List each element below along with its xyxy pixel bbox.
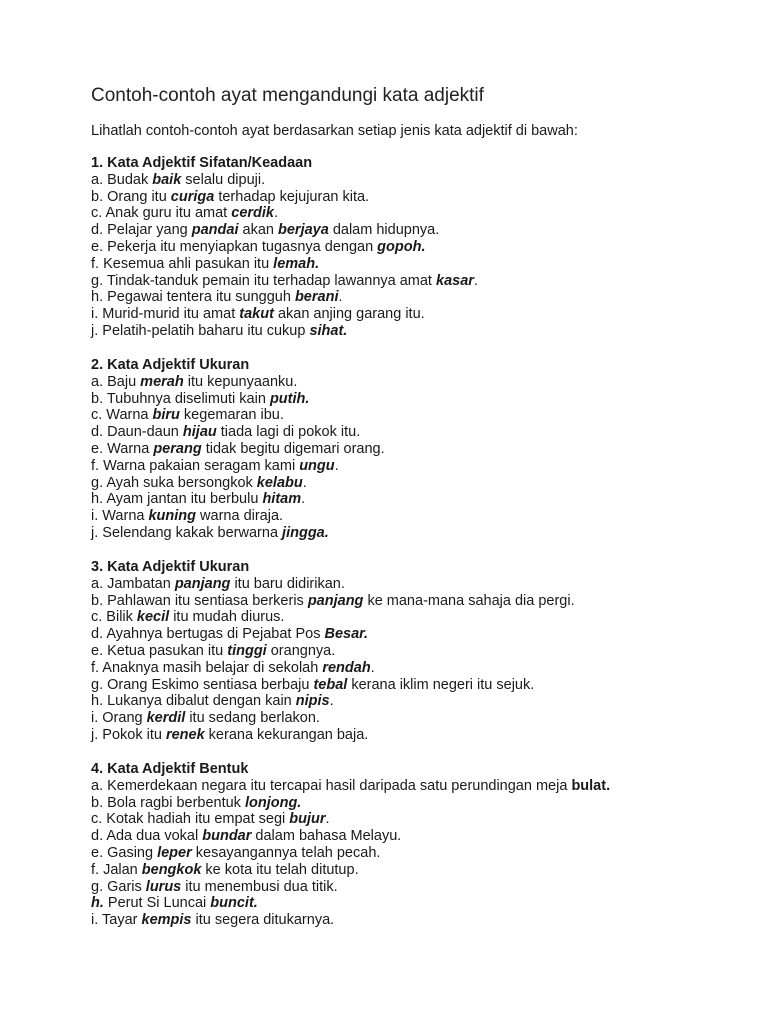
- sentence-item: [91, 912, 610, 929]
- sentence-item: [91, 811, 610, 828]
- intro-text: Lihatlah contoh-contoh ayat berdasarkan setiap jenis kata adjektif di bawah:: [91, 123, 578, 139]
- adjective-keyword: buncit.: [210, 895, 258, 912]
- sentence-text: akan: [238, 222, 278, 239]
- adjective-keyword: nipis: [295, 693, 330, 710]
- sentence-text: itu baru didirikan.: [230, 575, 345, 592]
- sentence-item: [91, 879, 610, 896]
- sentence-text: kerana iklim negeri itu sejuk.: [347, 676, 535, 693]
- adjective-keyword: kelabu: [256, 474, 303, 491]
- adjective-keyword: tebal: [313, 676, 348, 693]
- sentence-text: b. Bola ragbi berbentuk: [91, 794, 245, 811]
- sentence-item: [91, 458, 385, 475]
- section-heading: 3. Kata Adjektif Ukuran: [91, 559, 250, 575]
- section-3: [91, 559, 575, 744]
- sentence-text: .: [301, 491, 306, 508]
- adjective-keyword: hitam: [262, 491, 302, 508]
- adjective-keyword: kasar: [436, 272, 474, 289]
- sentence-text: .: [338, 289, 343, 306]
- sentence-text: ke kota itu telah ditutup.: [201, 861, 359, 878]
- sentence-item: [91, 828, 610, 845]
- sentence-item: [91, 256, 478, 273]
- sentence-item: [91, 525, 385, 542]
- sentence-item: [91, 189, 478, 206]
- sentence-item: [91, 222, 478, 239]
- sentence-text: selalu dipuji.: [181, 171, 266, 188]
- sentence-item: [91, 475, 385, 492]
- sentence-item: [91, 660, 575, 677]
- adjective-keyword: gopoh.: [377, 238, 426, 255]
- sentence-list: [91, 374, 385, 542]
- sentence-text: .: [325, 811, 330, 828]
- sentence-list: [91, 576, 575, 744]
- sentence-text: .: [334, 457, 339, 474]
- adjective-keyword: rendah: [322, 659, 371, 676]
- sentence-text: e. Ketua pasukan itu: [91, 642, 228, 659]
- sentence-text: a. Jambatan: [91, 575, 175, 592]
- sentence-text: itu mudah diurus.: [169, 609, 285, 626]
- sentence-text: orangnya.: [266, 642, 336, 659]
- sentence-text: e. Gasing: [91, 844, 158, 861]
- adjective-keyword: pandai: [191, 222, 239, 239]
- sentence-text: warna diraja.: [196, 508, 284, 525]
- adjective-keyword: berjaya: [278, 222, 329, 239]
- adjective-keyword: hijau: [182, 424, 217, 441]
- sentence-item: [91, 845, 610, 862]
- adjective-keyword: berani: [294, 289, 339, 306]
- sentence-item: [91, 205, 478, 222]
- sentence-text: h. Lukanya dibalut dengan kain: [91, 693, 296, 710]
- sentence-text: akan anjing garang itu.: [273, 306, 425, 323]
- sentence-text: tidak begitu digemari orang.: [201, 440, 385, 457]
- sentence-text: kesayangannya telah pecah.: [191, 844, 381, 861]
- adjective-keyword: lurus: [145, 878, 182, 895]
- sentence-item: [91, 374, 385, 391]
- adjective-keyword: Besar.: [324, 626, 369, 643]
- adjective-keyword: jingga.: [282, 524, 329, 541]
- section-1: [91, 155, 478, 340]
- sentence-text: e. Pekerja itu menyiapkan tugasnya dengan: [91, 238, 378, 255]
- adjective-keyword: panjang: [307, 592, 364, 609]
- adjective-keyword: lemah.: [273, 255, 320, 272]
- adjective-keyword: tinggi: [227, 642, 267, 659]
- adjective-keyword: bulat.: [571, 777, 611, 794]
- section-heading: 2. Kata Adjektif Ukuran: [91, 357, 250, 373]
- adjective-keyword: bundar: [202, 828, 252, 845]
- adjective-keyword: kerdil: [146, 710, 186, 727]
- sentence-list: [91, 172, 478, 340]
- adjective-keyword: bengkok: [141, 861, 202, 878]
- page-title: Contoh-contoh ayat mengandungi kata adjektif: [91, 85, 484, 106]
- sentence-text: itu sedang berlakon.: [185, 710, 320, 727]
- sentence-item: [91, 593, 575, 610]
- sentence-text: .: [370, 659, 375, 676]
- sentence-item: [91, 289, 478, 306]
- sentence-text: f. Kesemua ahli pasukan itu: [91, 255, 274, 272]
- sentence-item: [91, 609, 575, 626]
- sentence-text: a. Budak: [91, 171, 153, 188]
- sentence-text: b. Pahlawan itu sentiasa berkeris: [91, 592, 308, 609]
- sentence-item: [91, 576, 575, 593]
- sentence-text: g. Garis: [91, 878, 146, 895]
- sentence-text: dalam hidupnya.: [328, 222, 440, 239]
- sentence-text: b. Orang itu: [91, 188, 171, 205]
- sentence-item: [91, 643, 575, 660]
- sentence-item: [91, 441, 385, 458]
- sentence-item: [91, 273, 478, 290]
- adjective-keyword: curiga: [170, 188, 215, 205]
- sentence-text: d. Ayahnya bertugas di Pejabat Pos: [91, 626, 325, 643]
- sentence-item: [91, 693, 575, 710]
- sentence-text: kerana kekurangan baja.: [204, 726, 369, 743]
- sentence-item: [91, 323, 478, 340]
- sentence-text: c. Bilik: [91, 609, 137, 626]
- adjective-keyword: putih.: [269, 390, 310, 407]
- section-2: [91, 357, 385, 542]
- sentence-text: j. Pokok itu: [91, 726, 166, 743]
- sentence-item: [91, 862, 610, 879]
- sentence-item: [91, 424, 385, 441]
- adjective-keyword: kempis: [141, 912, 192, 929]
- adjective-keyword: merah: [140, 373, 184, 390]
- sentence-text: i. Murid-murid itu amat: [91, 306, 240, 323]
- adjective-keyword: panjang: [174, 575, 231, 592]
- sentence-item: [91, 306, 478, 323]
- sentence-text: c. Warna: [91, 407, 153, 424]
- sentence-item: [91, 172, 478, 189]
- sentence-item: [91, 677, 575, 694]
- sentence-text: f. Jalan: [91, 861, 142, 878]
- sentence-item: [91, 508, 385, 525]
- sentence-item: [91, 391, 385, 408]
- adjective-keyword: cerdik: [231, 205, 274, 222]
- sentence-text: h. Pegawai tentera itu sungguh: [91, 289, 295, 306]
- sentence-text: d. Ada dua vokal: [91, 828, 203, 845]
- sentence-text: ke mana-mana sahaja dia pergi.: [363, 592, 575, 609]
- adjective-keyword: perang: [153, 440, 202, 457]
- adjective-keyword: lonjong.: [244, 794, 302, 811]
- sentence-text: d. Daun-daun: [91, 424, 183, 441]
- section-heading: 1. Kata Adjektif Sifatan/Keadaan: [91, 155, 313, 171]
- sentence-text: j. Selendang kakak berwarna: [91, 524, 283, 541]
- sentence-text: .: [273, 205, 279, 222]
- sentence-text: .: [473, 272, 478, 289]
- sentence-text: terhadap kejujuran kita.: [214, 188, 370, 205]
- sentence-item: [91, 239, 478, 256]
- sentence-text: itu kepunyaanku.: [183, 373, 298, 390]
- sentence-text: g. Orang Eskimo sentiasa berbaju: [91, 676, 314, 693]
- sentence-text: f. Warna pakaian seragam kami: [91, 457, 300, 474]
- sentence-text: c. Anak guru itu amat: [91, 205, 232, 222]
- sentence-text: a. Kemerdekaan negara itu tercapai hasil daripada satu perundingan meja: [91, 777, 572, 794]
- sentence-text: kegemaran ibu.: [179, 407, 284, 424]
- item-label: h.: [91, 895, 104, 912]
- sentence-text: d. Pelajar yang: [91, 222, 192, 239]
- sentence-text: Perut Si Luncai: [103, 895, 211, 912]
- adjective-keyword: ungu: [299, 457, 335, 474]
- sentence-item: [91, 727, 575, 744]
- section-4: [91, 761, 610, 929]
- sentence-text: c. Kotak hadiah itu empat segi: [91, 811, 290, 828]
- sentence-text: g. Ayah suka bersongkok: [91, 474, 257, 491]
- sentence-item: [91, 778, 610, 795]
- sentence-text: g. Tindak-tanduk pemain itu terhadap lawannya amat: [91, 272, 436, 289]
- section-heading: 4. Kata Adjektif Bentuk: [91, 761, 249, 777]
- sentence-item: [91, 710, 575, 727]
- sentence-item: [91, 795, 610, 812]
- sentence-text: h. Ayam jantan itu berbulu: [91, 491, 263, 508]
- sentence-text: tiada lagi di pokok itu.: [216, 424, 361, 441]
- adjective-keyword: bujur: [289, 811, 326, 828]
- sentence-list: [91, 778, 610, 929]
- sentence-text: itu segera ditukarnya.: [191, 912, 335, 929]
- sentence-text: e. Warna: [91, 440, 154, 457]
- adjective-keyword: kuning: [148, 508, 197, 525]
- adjective-keyword: takut: [239, 306, 274, 323]
- adjective-keyword: baik: [152, 171, 182, 188]
- sentence-text: dalam bahasa Melayu.: [251, 828, 402, 845]
- sentence-item: [91, 895, 610, 912]
- adjective-keyword: kecil: [136, 609, 170, 626]
- sentence-text: f. Anaknya masih belajar di sekolah: [91, 659, 323, 676]
- adjective-keyword: biru: [152, 407, 180, 424]
- sentence-text: b. Tubuhnya diselimuti kain: [91, 390, 270, 407]
- sentence-text: a. Baju: [91, 373, 141, 390]
- sentence-text: itu menembusi dua titik.: [181, 878, 338, 895]
- sentence-item: [91, 407, 385, 424]
- sentence-text: i. Orang: [91, 710, 147, 727]
- sentence-text: .: [302, 474, 307, 491]
- sentence-item: [91, 491, 385, 508]
- adjective-keyword: sihat.: [309, 322, 348, 339]
- adjective-keyword: leper: [157, 844, 192, 861]
- sentence-text: j. Pelatih-pelatih baharu itu cukup: [91, 322, 310, 339]
- adjective-keyword: renek: [165, 726, 205, 743]
- sentence-item: [91, 626, 575, 643]
- sentence-text: .: [329, 693, 334, 710]
- sentence-text: i. Tayar: [91, 912, 142, 929]
- sentence-text: i. Warna: [91, 508, 149, 525]
